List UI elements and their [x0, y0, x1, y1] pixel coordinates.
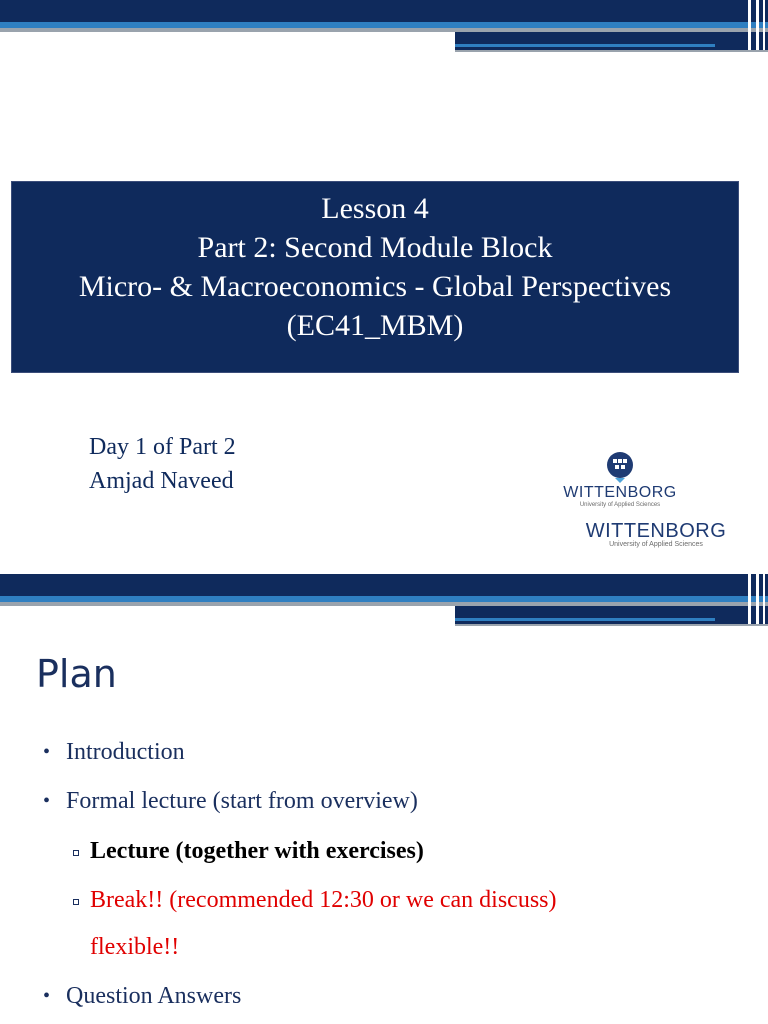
title-line-2: Part 2: Second Module Block: [197, 231, 553, 264]
agenda-item-formal-lecture: Formal lecture (start from overview): [66, 788, 418, 814]
title-line-3: Micro- & Macroeconomics - Global Perspectives: [78, 270, 672, 303]
bullet-icon: •: [43, 790, 51, 812]
logo-tagline-large: University of Applied Sciences: [609, 541, 703, 548]
subtitle: [89, 430, 236, 498]
bullet-icon: •: [43, 741, 51, 763]
slide-title: Plan: [36, 652, 117, 696]
agenda-item-introduction: Introduction: [66, 739, 185, 765]
square-bullet-icon: [73, 850, 79, 856]
shield-logo-icon: [605, 450, 635, 484]
agenda-subitem-lecture: Lecture (together with exercises): [90, 838, 424, 864]
wittenborg-logo-large: [582, 520, 730, 549]
square-bullet-icon: [73, 899, 79, 905]
title-line-4: (EC41_MBM): [286, 309, 464, 342]
header-bar: [0, 0, 768, 70]
agenda-subitem-break-continuation: flexible!!: [90, 934, 180, 960]
subtitle-day: Day 1 of Part 2: [89, 434, 236, 460]
logo-tagline-small: University of Applied Sciences: [579, 502, 661, 508]
bullet-icon: •: [43, 985, 51, 1007]
subtitle-author: Amjad Naveed: [89, 468, 234, 494]
header-bar: [0, 574, 768, 644]
plan-slide: [0, 574, 768, 1024]
logo-name-large: WITTENBORG: [585, 520, 727, 542]
logo-name-small: WITTENBORG: [563, 484, 677, 501]
wittenborg-logo-small: [558, 450, 682, 509]
title-line-1: Lesson 4: [321, 192, 429, 225]
agenda-subitem-break: Break!! (recommended 12:30 or we can discuss): [90, 887, 557, 913]
agenda-item-question-answers: Question Answers: [66, 983, 242, 1009]
title-box: [11, 181, 739, 373]
